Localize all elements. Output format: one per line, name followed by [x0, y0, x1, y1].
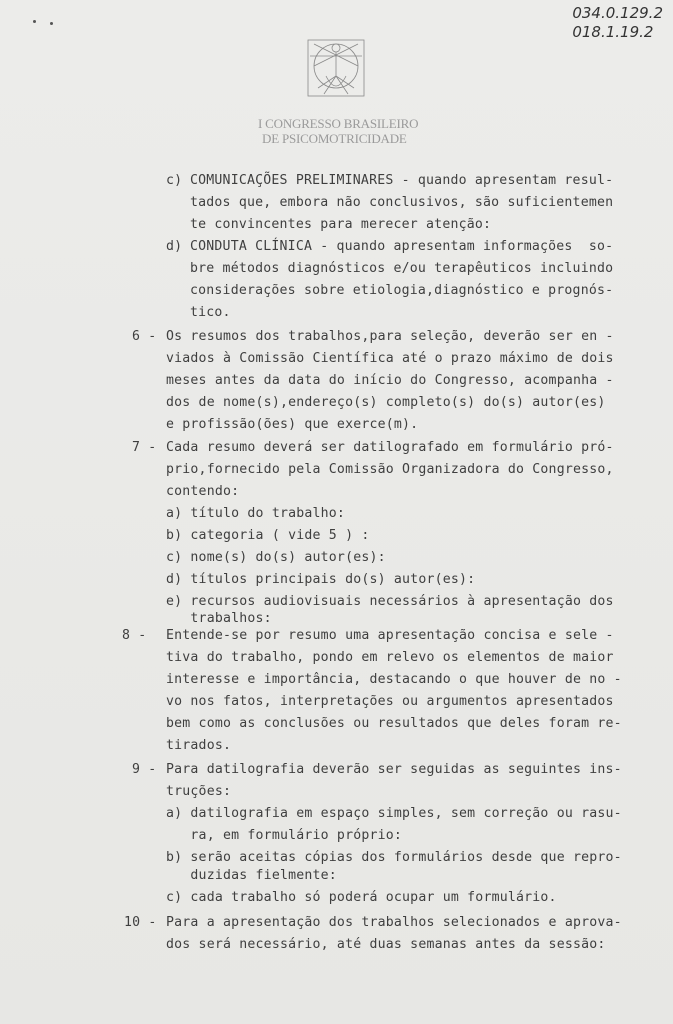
paragraph-10-number: 10 -	[124, 915, 157, 930]
paragraph-6-number: 6 -	[132, 329, 157, 344]
paragraph-9-subitem: duzidas fielmente:	[166, 868, 337, 883]
paragraph-9-subitem: b) serão aceitas cópias dos formulários desde que repro-	[166, 850, 622, 865]
item-c-line: tados que, embora não conclusivos, são suficientemen	[190, 195, 614, 210]
paragraph-7-line: Cada resumo deverá ser datilografado em formulário pró-	[166, 440, 614, 455]
paragraph-9-number: 9 -	[132, 762, 157, 777]
paragraph-7-line: contendo:	[166, 484, 240, 499]
paragraph-7-subitem: a) título do trabalho:	[166, 506, 346, 521]
paragraph-10-line: dos será necessário, até duas semanas antes da sessão:	[166, 937, 606, 952]
paragraph-8-number: 8 -	[122, 628, 147, 643]
paragraph-7-subitem: c) nome(s) do(s) autor(es):	[166, 550, 386, 565]
paragraph-7-line: prio,fornecido pela Comissão Organizadora do Congresso,	[166, 462, 614, 477]
paragraph-7-subitem: trabalhos:	[166, 611, 272, 626]
paragraph-8-line: tirados.	[166, 738, 232, 753]
paragraph-9-subitem: c) cada trabalho só poderá ocupar um formulário.	[166, 890, 557, 905]
item-c-line: COMUNICAÇÕES PRELIMINARES - quando apresentam resul-	[190, 173, 614, 188]
archive-code-2: 018.1.19.2	[572, 23, 654, 41]
item-d-line: tico.	[190, 305, 231, 320]
item-d-line: bre métodos diagnósticos e/ou terapêuticos incluindo	[190, 261, 614, 276]
paragraph-9-subitem: a) datilografia em espaço simples, sem correção ou rasu-	[166, 806, 622, 821]
paragraph-7-subitem: d) títulos principais do(s) autor(es):	[166, 572, 476, 587]
paragraph-6-line: meses antes da data do início do Congresso, acompanha -	[166, 373, 614, 388]
paragraph-8-line: Entende-se por resumo uma apresentação concisa e sele -	[166, 628, 614, 643]
item-c-label: c)	[166, 173, 183, 188]
paragraph-6-line: e profissão(ões) que exerce(m).	[166, 417, 419, 432]
paragraph-9-subitem: ra, em formulário próprio:	[166, 828, 403, 843]
archive-code-1: 034.0.129.2	[572, 4, 663, 22]
paragraph-9-line: truções:	[166, 784, 232, 799]
paragraph-10-line: Para a apresentação dos trabalhos selecionados e aprova-	[166, 915, 622, 930]
paragraph-9-line: Para datilografia deverão ser seguidas as seguintes ins-	[166, 762, 622, 777]
paragraph-8-line: bem como as conclusões ou resultados que deles foram re-	[166, 716, 622, 731]
item-d-line: considerações sobre etiologia,diagnóstico e prognós-	[190, 283, 614, 298]
paragraph-7-subitem: e) recursos audiovisuais necessários à apresentação dos	[166, 594, 614, 609]
paragraph-8-line: tiva do trabalho, pondo em relevo os elementos de maior	[166, 650, 614, 665]
paragraph-7-subitem: b) categoria ( vide 5 ) :	[166, 528, 370, 543]
item-d-line: CONDUTA CLÍNICA - quando apresentam informações so-	[190, 239, 614, 254]
paragraph-7-number: 7 -	[132, 440, 157, 455]
paragraph-6-line: dos de nome(s),endereço(s) completo(s) do(s) autor(es)	[166, 395, 606, 410]
paragraph-6-line: viados à Comissão Científica até o prazo máximo de dois	[166, 351, 614, 366]
letterhead-line-2: DE PSICOMOTRICIDADE	[262, 131, 407, 146]
item-c-line: te convincentes para merecer atenção:	[190, 217, 492, 232]
paragraph-8-line: vo nos fatos, interpretações ou argumentos apresentados	[166, 694, 614, 709]
paragraph-8-line: interesse e importância, destacando o que houver de no -	[166, 672, 622, 687]
letterhead-line-1: I CONGRESSO BRASILEIRO	[258, 116, 419, 131]
item-d-label: d)	[166, 239, 183, 254]
paragraph-6-line: Os resumos dos trabalhos,para seleção, deverão ser en -	[166, 329, 614, 344]
